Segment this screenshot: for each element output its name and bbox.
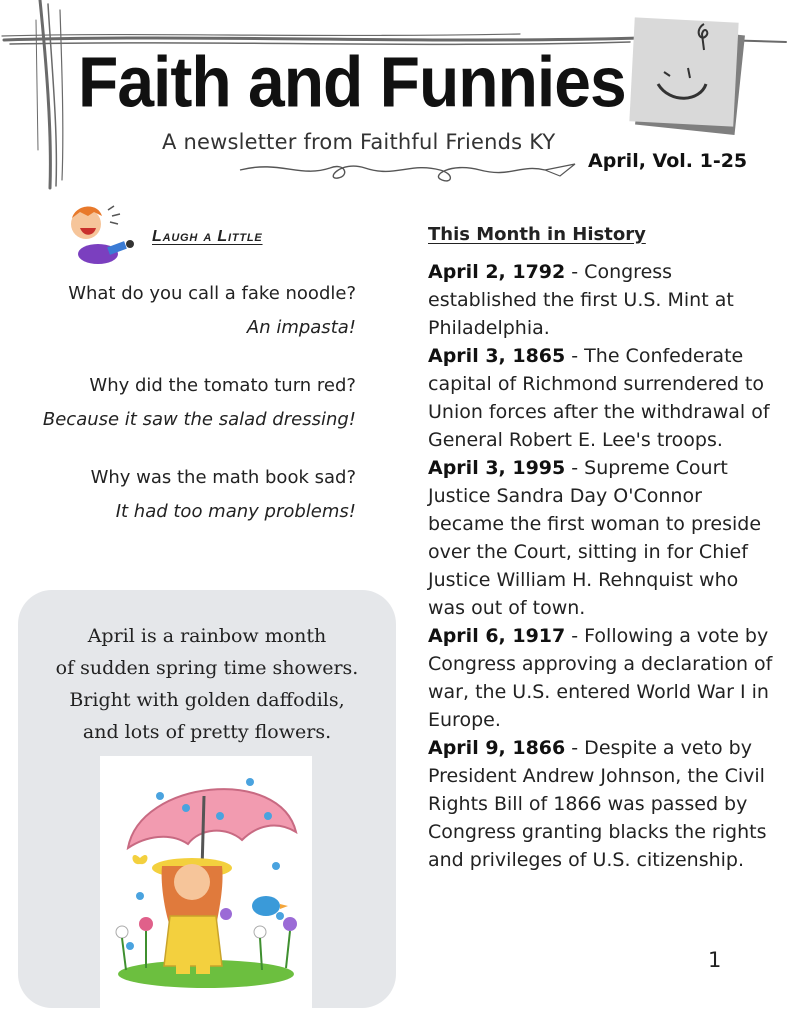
history-event [428,734,778,874]
girl-with-umbrella-illustration [100,756,312,1008]
event-date: April 6, 1917 [428,625,566,647]
newsletter-title: Faith and Funnies [78,41,626,122]
joke-item [30,372,356,434]
joke-answer: An impasta! [246,317,356,338]
poem-line: of sudden spring time showers. [55,657,359,679]
poem-line: Bright with golden daffodils, [69,689,345,711]
joke-question: What do you call a fake noodle? [68,283,356,304]
event-date: April 3, 1995 [428,457,566,479]
joke-question: Why was the math book sad? [90,467,356,488]
poem-line: and lots of pretty flowers. [82,721,332,743]
history-event [428,342,778,454]
history-heading: This Month in History [428,224,646,245]
jokes-list [30,280,356,556]
history-event [428,622,778,734]
joke-question: Why did the tomato turn red? [89,375,356,396]
poem-line: April is a rainbow month [87,625,327,647]
smiley-sticky-note-icon [624,14,748,136]
event-text: - Despite a veto by President Andrew Johnson, the Civil Rights Bill of 1866 was passed by Congress granting blacks the rights and privileges of U.S. citizenship. [428,737,767,871]
joke-answer: It had too many problems! [115,501,356,522]
event-date: April 2, 1792 [428,261,566,283]
issue-label: April, Vol. 1-25 [588,150,748,172]
event-text: - Following a vote by Congress approving a declaration of war, the U.S. entered World War I in Europe. [428,625,773,731]
event-text: - The Confederate capital of Richmond surrendered to Union forces after the withdrawal of General Robert E. Lee's troops. [428,345,770,451]
joke-item [30,464,356,526]
page-number: 1 [708,948,722,972]
newsletter-subtitle: A newsletter from Faithful Friends KY [162,130,556,154]
poem [18,620,396,748]
event-date: April 3, 1865 [428,345,566,367]
history-list [428,258,778,874]
joke-answer: Because it saw the salad dressing! [42,409,356,430]
event-text: - Congress established the first U.S. Mint at Philadelphia. [428,261,734,339]
history-event [428,454,778,622]
history-event [428,258,778,342]
laugh-heading: Laugh a Little [152,228,263,245]
event-date: April 9, 1866 [428,737,566,759]
event-text: - Supreme Court Justice Sandra Day O'Connor became the first woman to preside over the Court, sitting in for Chief Justice William H. Rehnquist who was out of town. [428,457,762,619]
joke-item [30,280,356,342]
laughing-kid-icon [64,200,142,270]
